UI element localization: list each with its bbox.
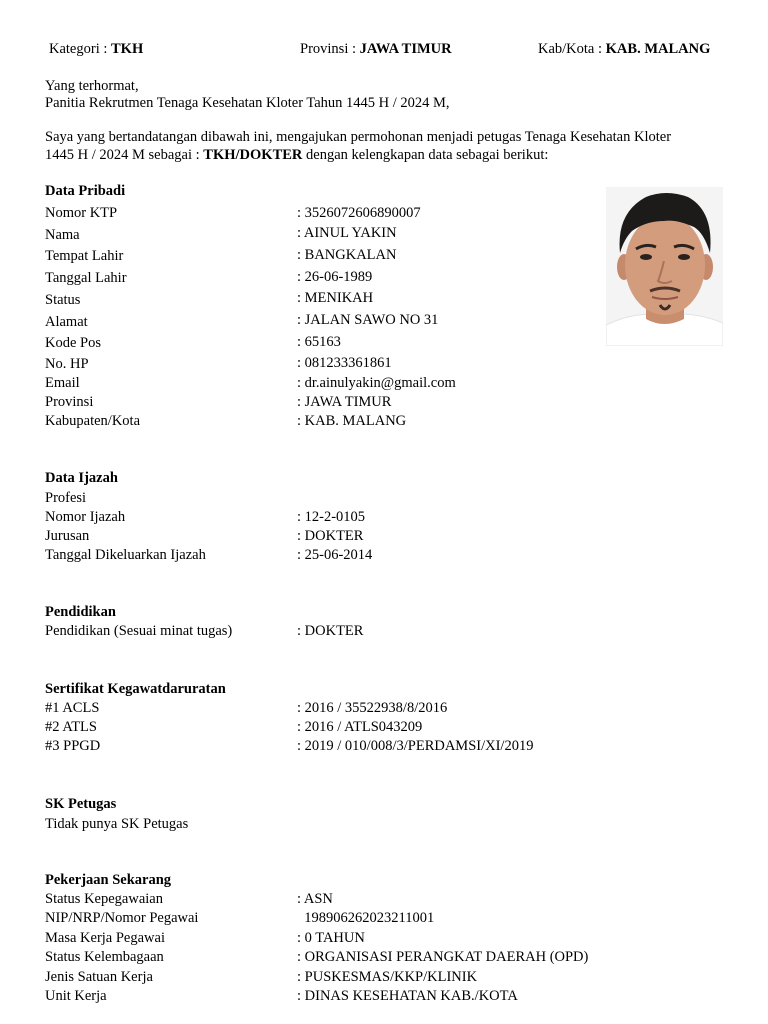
label-kabupaten-kota: Kabupaten/Kota <box>45 413 141 429</box>
value-jenis-satuan-kerja: : PUSKESMAS/KKP/KLINIK <box>297 969 478 985</box>
kabkota-value: KAB. MALANG <box>605 41 711 57</box>
label-nip: NIP/NRP/Nomor Pegawai <box>45 910 199 926</box>
intro-body-line2-pre: 1445 H / 2024 M sebagai : <box>45 147 204 163</box>
label-kode-pos: Kode Pos <box>45 335 101 351</box>
value-masa-kerja: : 0 TAHUN <box>297 930 365 946</box>
value-tanggal-ijazah: : 25-06-2014 <box>297 547 373 563</box>
label-status-kepegawaian: Status Kepegawaian <box>45 891 163 907</box>
kabkota-field <box>538 41 710 58</box>
label-provinsi: Provinsi <box>45 394 94 410</box>
intro-role: TKH/DOKTER <box>203 147 303 163</box>
section-title-sertifikat: Sertifikat Kegawatdaruratan <box>45 681 226 697</box>
label-atls: #2 ATLS <box>45 719 97 735</box>
value-atls: : 2016 / ATLS043209 <box>297 719 423 735</box>
value-ppgd: : 2019 / 010/008/3/PERDAMSI/XI/2019 <box>297 738 534 754</box>
section-title-data-pribadi: Data Pribadi <box>45 183 126 199</box>
label-tanggal-ijazah: Tanggal Dikeluarkan Ijazah <box>45 547 206 563</box>
label-jurusan: Jurusan <box>45 528 90 544</box>
value-acls: : 2016 / 35522938/8/2016 <box>297 700 448 716</box>
sk-petugas-text: Tidak punya SK Petugas <box>45 816 189 832</box>
label-profesi: Profesi <box>45 490 87 506</box>
label-status: Status <box>45 292 81 308</box>
value-nomor-ktp: : 3526072606890007 <box>297 205 421 221</box>
value-status-kepegawaian: : ASN <box>297 891 333 907</box>
label-masa-kerja: Masa Kerja Pegawai <box>45 930 165 946</box>
label-unit-kerja: Unit Kerja <box>45 988 107 1004</box>
label-nomor-ijazah: Nomor Ijazah <box>45 509 126 525</box>
value-tanggal-lahir: : 26-06-1989 <box>297 269 373 285</box>
kategori-value: TKH <box>111 41 144 57</box>
kabkota-label: Kab/Kota : <box>538 41 606 57</box>
value-pendidikan: : DOKTER <box>297 623 364 639</box>
label-nomor-ktp: Nomor KTP <box>45 205 118 221</box>
salutation: Yang terhormat, <box>45 78 139 94</box>
section-title-sk-petugas: SK Petugas <box>45 796 117 812</box>
label-pendidikan: Pendidikan (Sesuai minat tugas) <box>45 623 233 639</box>
label-no-hp: No. HP <box>45 356 89 372</box>
intro-body-line2-post: dengan kelengkapan data sebagai berikut: <box>302 147 549 163</box>
section-title-pendidikan: Pendidikan <box>45 604 116 620</box>
value-nama: : AINUL YAKIN <box>297 225 397 241</box>
value-unit-kerja: : DINAS KESEHATAN KAB./KOTA <box>297 988 518 1004</box>
value-email: : dr.ainulyakin@gmail.com <box>297 375 456 391</box>
label-nama: Nama <box>45 227 80 243</box>
intro-body-line1: Saya yang bertandatangan dibawah ini, mengajukan permohonan menjadi petugas Tenaga Kesehatan Kloter <box>45 129 672 145</box>
value-status: : MENIKAH <box>297 290 374 306</box>
value-provinsi: : JAWA TIMUR <box>297 394 392 410</box>
recipient: Panitia Rekrutmen Tenaga Kesehatan Kloter Tahun 1445 H / 2024 M, <box>45 95 450 111</box>
label-email: Email <box>45 375 80 391</box>
provinsi-value: JAWA TIMUR <box>359 41 452 57</box>
label-tempat-lahir: Tempat Lahir <box>45 248 124 264</box>
label-status-kelembagaan: Status Kelembagaan <box>45 949 164 965</box>
value-no-hp: : 081233361861 <box>297 355 392 371</box>
label-alamat: Alamat <box>45 314 88 330</box>
section-title-data-ijazah: Data Ijazah <box>45 470 118 486</box>
applicant-portrait <box>606 187 723 346</box>
value-alamat: : JALAN SAWO NO 31 <box>297 312 439 328</box>
label-tanggal-lahir: Tanggal Lahir <box>45 270 127 286</box>
label-ppgd: #3 PPGD <box>45 738 101 754</box>
applicant-photo <box>606 187 723 346</box>
value-tempat-lahir: : BANGKALAN <box>297 247 397 263</box>
value-kabupaten-kota: : KAB. MALANG <box>297 413 407 429</box>
kategori-field <box>49 41 143 58</box>
provinsi-label: Provinsi : <box>300 41 360 57</box>
value-jurusan: : DOKTER <box>297 528 364 544</box>
value-kode-pos: : 65163 <box>297 334 341 350</box>
value-status-kelembagaan: : ORGANISASI PERANGKAT DAERAH (OPD) <box>297 949 589 965</box>
provinsi-field <box>300 41 452 58</box>
label-acls: #1 ACLS <box>45 700 100 716</box>
section-title-pekerjaan: Pekerjaan Sekarang <box>45 872 172 888</box>
label-jenis-satuan-kerja: Jenis Satuan Kerja <box>45 969 153 985</box>
intro-body-line2 <box>45 147 548 164</box>
value-nomor-ijazah: : 12-2-0105 <box>297 509 366 525</box>
value-nip: 198906262023211001 <box>297 910 435 926</box>
kategori-label: Kategori : <box>49 41 112 57</box>
